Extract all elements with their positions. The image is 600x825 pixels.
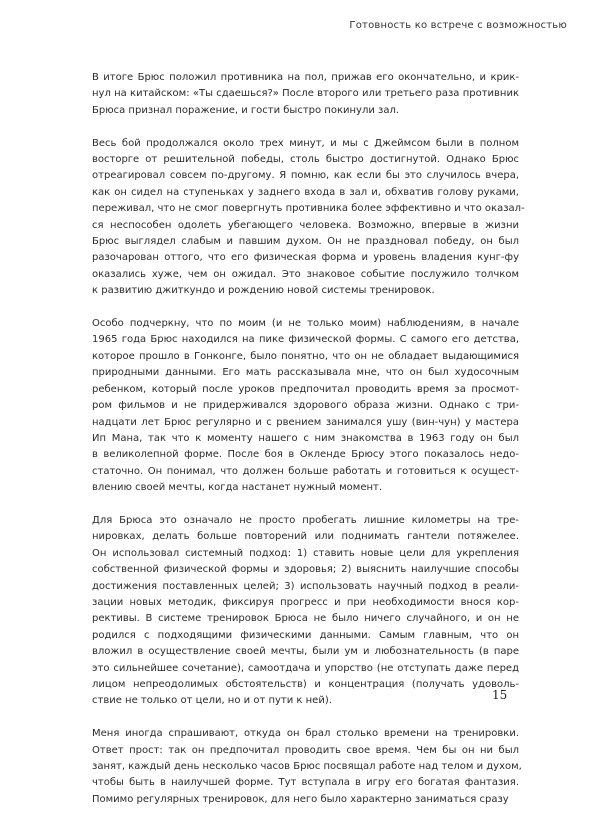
text-line: Брюса признал поражение, и гости быстро покинули зал. <box>92 104 400 116</box>
text-line: Брюс выглядел слабым и павшим духом. Он не праздновал победу, он был <box>92 236 519 248</box>
text-line: В итоге Брюс положил противника на пол, прижав его окончательно, и крик- <box>92 72 519 83</box>
text-line: надцати лет Брюс регулярно и с рвением занимался ушу (вин-чун) у мастера <box>92 416 519 428</box>
text-line: достижения поставленных целей; 3) использовать научный подход в реали- <box>92 580 519 592</box>
text-line: Помимо регулярных тренировок, для него было характерно заниматься сразу <box>92 793 509 805</box>
text-line: нировках, делать больше повторений или поднимать гантели потяжелее. <box>92 531 519 543</box>
paragraph <box>92 136 525 300</box>
paragraph <box>92 726 522 808</box>
text-line: природными данными. Его мать рассказывала мне, что он был худосочным <box>92 367 519 379</box>
text-line: Ип Мана, так что к моменту нашего с ним знакомства в 1963 году он был <box>92 432 519 444</box>
text-line: отреагировал совсем по-другому. Я помню, как если бы это случилось вчера, <box>92 170 519 182</box>
body-text <box>92 70 525 825</box>
text-line: собственной физической формы и здоровья; 2) выяснить наилучшие способы <box>92 564 519 576</box>
text-line: зации новых методик, фиксируя прогресс и при необходимости внося кор- <box>92 596 519 608</box>
text-line: занят, каждый день несколько часов Брюс посвящал работе над телом и духом, <box>92 761 522 772</box>
paragraph <box>92 316 519 496</box>
text-line: Для Брюса это означало не просто пробегать лишние километры на тре- <box>92 514 519 526</box>
page-number: 15 <box>492 688 508 702</box>
running-header: Готовность ко встрече с возможностью <box>349 20 567 31</box>
text-line: Ответ прост: так он предпочитал проводить свое время. Чем бы он ни был <box>92 744 519 756</box>
text-line: Меня иногда спрашивают, откуда он брал столько времени на тренировки. <box>92 728 519 740</box>
text-line: Он использовал системный подход: 1) ставить новые цели для укрепления <box>92 547 519 559</box>
text-line: в великолепной форме. После боя в Окленде Брюсу этого показалось недо- <box>92 449 519 461</box>
text-line: ся неспособен одолеть убегающего человека. Возможно, впервые в жизни <box>92 219 519 231</box>
text-line: 1965 года Брюс находился на пике физической формы. С самого его детства, <box>92 334 519 346</box>
text-line: рективы. В системе тренировок Брюса не было ничего случайного, и он не <box>92 613 519 625</box>
text-line: переживал, что не смог повергнуть противника более эффективно и что оказал- <box>92 203 525 215</box>
text-line: это сильнейшее сочетание), самоотдача и упорство (не отступать даже перед <box>92 662 519 674</box>
paragraph <box>92 70 519 119</box>
text-line: влению своей мечты, когда настанет нужный момент. <box>92 482 383 494</box>
text-line: вложил в осуществление своей мечты, были ум и любознательность (в паре <box>92 646 519 658</box>
text-line: восторге от решительной победы, столь быстро достигнутой. Однако Брюс <box>92 154 519 166</box>
text-line: нул на китайском: «Ты сдаешься?» После второго или третьего раза противник <box>92 88 519 100</box>
text-line: которое прошло в Гонконге, было понятно, что он не обладает выдающимися <box>92 350 519 362</box>
text-line: статочно. Он понимал, что должен больше работать и готовиться к осущест- <box>92 465 519 477</box>
paragraph <box>92 513 519 710</box>
text-line: как он сидел на ступеньках у заднего входа в зал и, обхватив голову руками, <box>92 186 519 198</box>
text-line: ром фильмов и не придерживался здорового образа жизни. Однако с три- <box>92 400 519 412</box>
text-line: родился с подходящими физическими данными. Самым главным, что он <box>92 629 519 641</box>
text-line: чтобы быть в наилучшей форме. Тут вступала в игру его богатая фантазия. <box>92 777 519 789</box>
text-line: ребенком, который после уроков предпочитал проводить время за просмот- <box>92 383 519 395</box>
text-line: ствие не только от цели, но и от пути к ней). <box>92 695 332 707</box>
text-line: оказались хуже, чем он ожидал. Это знаковое событие послужило толчком <box>92 268 519 280</box>
text-line: разочарован оттого, что его физическая форма и уровень владения кунг-фу <box>92 252 519 264</box>
text-line: Особо подчеркну, что по моим (и не только моим) наблюдениям, в начале <box>92 318 519 330</box>
text-line: к развитию джиткундо и рождению новой системы тренировок. <box>92 285 435 297</box>
text-line: Весь бой продолжался около трех минут, и мы с Джеймсом были в полном <box>92 137 519 149</box>
text-line: лицом непреодолимых обстоятельств) и концентрация (получать удоволь- <box>92 678 519 690</box>
